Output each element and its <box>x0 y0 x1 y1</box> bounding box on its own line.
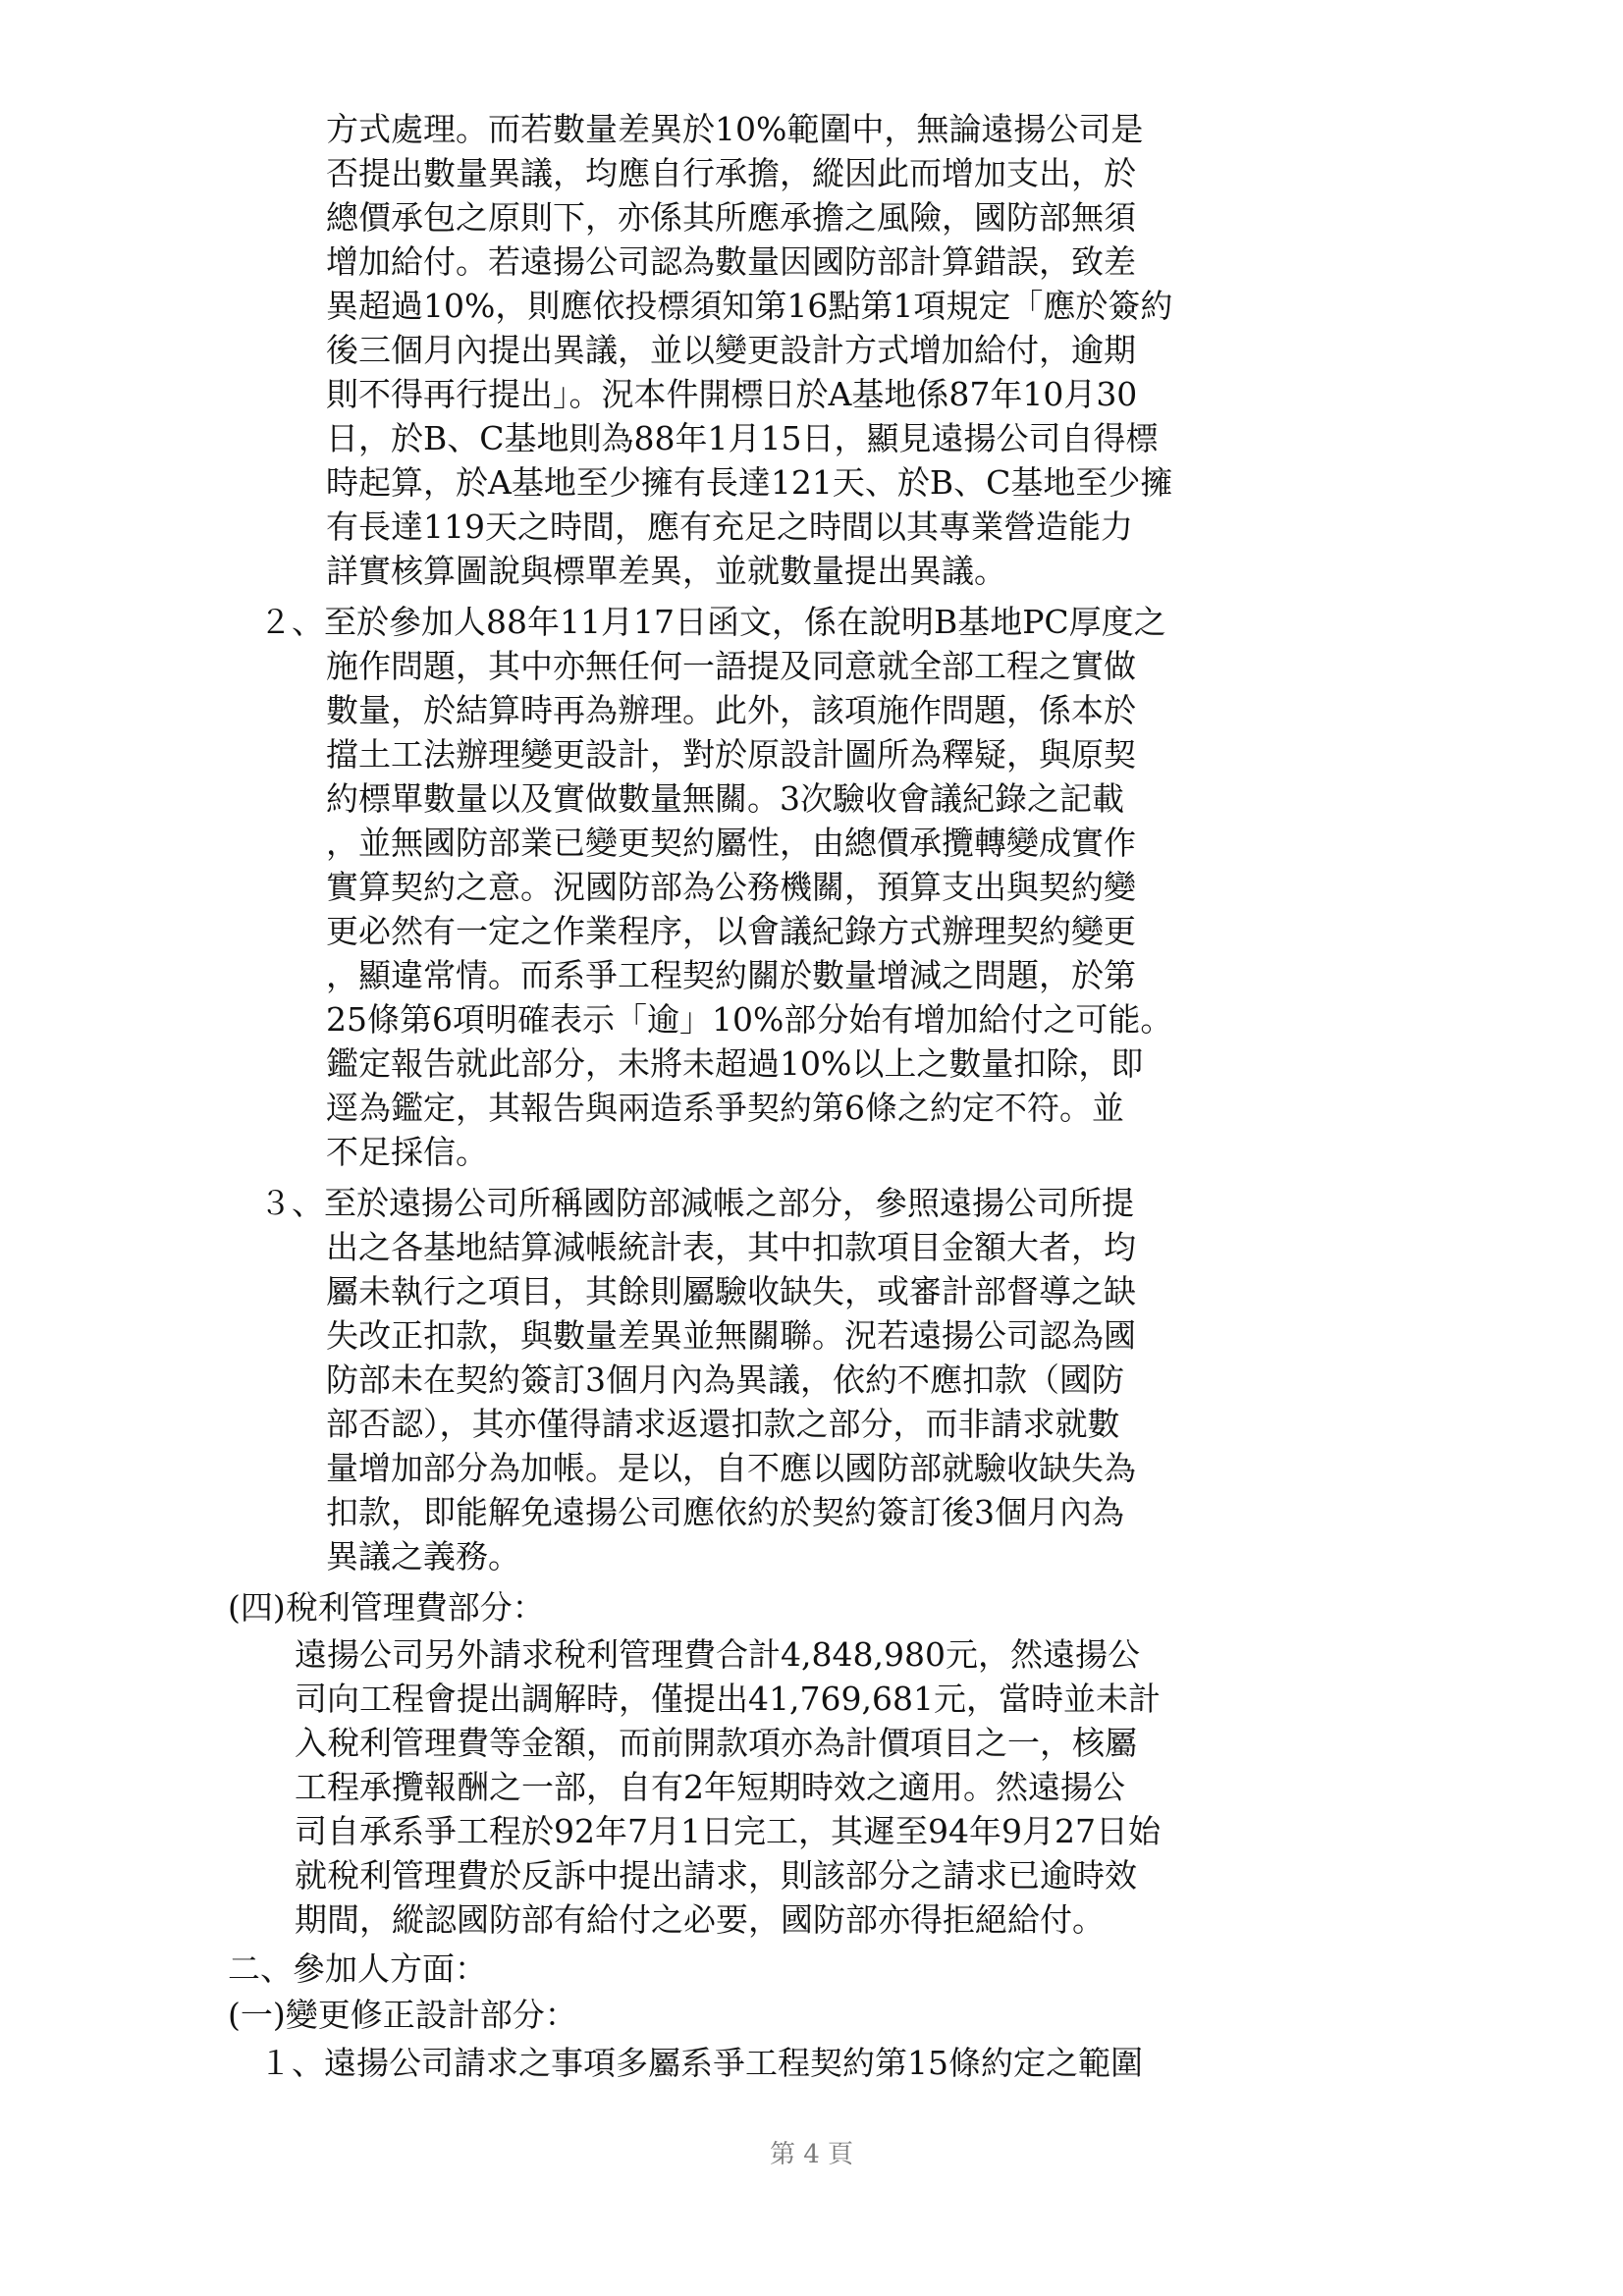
text-line: 司自承系爭工程於92年7月1日完工，其遲至94年9月27日始 <box>295 1812 1161 1850</box>
text-line: 逕為鑑定，其報告與兩造系爭契約第6條之約定不符。並 <box>326 1089 1124 1127</box>
text-line: 時起算，於A基地至少擁有長達121天、於B、C基地至少擁 <box>326 463 1173 502</box>
text-line: 有長達119天之時間，應有充足之時間以其專業營造能力 <box>326 507 1133 546</box>
text-line: 不足採信。 <box>326 1133 488 1171</box>
text-line: 後三個月內提出異議，並以變更設計方式增加給付，逾期 <box>326 331 1136 369</box>
text-line: 實算契約之意。況國防部為公務機關，預算支出與契約變 <box>326 868 1136 906</box>
section-heading: (四)稅利管理費部分： <box>228 1588 545 1627</box>
text-line: 入稅利管理費等金額，而前開款項亦為計價項目之一，核屬 <box>295 1724 1137 1762</box>
list-item-heading: ３、至於遠揚公司所稱國防部減帳之部分，參照遠揚公司所提 <box>259 1184 1134 1222</box>
text-line: ，並無國防部業已變更契約屬性，由總價承攬轉變成實作 <box>326 824 1136 862</box>
text-line: 總價承包之原則下，亦係其所應承擔之風險，國防部無須 <box>326 198 1136 237</box>
page-number: 第 4 頁 <box>769 2140 854 2169</box>
text-line: 25條第6項明確表示「逾」10%部分始有增加給付之可能。 <box>326 1000 1173 1039</box>
text-line: 就稅利管理費於反訴中提出請求，則該部分之請求已逾時效 <box>295 1856 1137 1895</box>
text-line: 約標單數量以及實做數量無關。3次驗收會議紀錄之記載 <box>326 779 1124 818</box>
section-heading: 二、參加人方面： <box>228 1949 487 1988</box>
text-line: 則不得再行提出」。況本件開標日於A基地係87年10月30 <box>326 375 1138 413</box>
text-line: 擋土工法辦理變更設計，對於原設計圖所為釋疑，與原契 <box>326 735 1136 774</box>
text-line: 工程承攬報酬之一部，自有2年短期時效之適用。然遠揚公 <box>295 1768 1125 1806</box>
text-line: 司向工程會提出調解時，僅提出41,769,681元，當時並未計 <box>295 1680 1161 1718</box>
text-line: 方式處理。而若數量差異於10%範圍中，無論遠揚公司是 <box>326 110 1144 148</box>
text-line: 詳實核算圖說與標單差異，並就數量提出異議。 <box>326 552 1006 590</box>
text-line: 更必然有一定之作業程序，以會議紀錄方式辦理契約變更 <box>326 912 1136 950</box>
list-item-heading: １、遠揚公司請求之事項多屬系爭工程契約第15條約定之範圍 <box>259 2044 1143 2082</box>
text-line: 量增加部分為加帳。是以，自不應以國防部就驗收缺失為 <box>326 1449 1136 1487</box>
list-item-heading: ２、至於參加人88年11月17日函文，係在說明B基地PC厚度之 <box>259 603 1166 641</box>
section-heading: (一)變更修正設計部分： <box>228 1996 577 2034</box>
text-line: 鑑定報告就此部分，未將未超過10%以上之數量扣除，即 <box>326 1044 1144 1083</box>
text-line: 增加給付。若遠揚公司認為數量因國防部計算錯誤，致差 <box>326 242 1136 281</box>
text-line: 扣款，即能解免遠揚公司應依約於契約簽訂後3個月內為 <box>326 1493 1124 1531</box>
text-line: ，顯違常情。而系爭工程契約關於數量增減之問題，於第 <box>326 956 1136 994</box>
text-line: 失改正扣款，與數量差異並無關聯。況若遠揚公司認為國 <box>326 1316 1136 1355</box>
text-line: 出之各基地結算減帳統計表，其中扣款項目金額大者，均 <box>326 1228 1136 1266</box>
text-line: 防部未在契約簽訂3個月內為異議，依約不應扣款（國防 <box>326 1361 1124 1399</box>
text-line: 否提出數量異議，均應自行承擔，縱因此而增加支出，於 <box>326 154 1136 192</box>
text-line: 數量，於結算時再為辦理。此外，該項施作問題，係本於 <box>326 691 1136 729</box>
text-line: 日，於B、C基地則為88年1月15日，顯見遠揚公司自得標 <box>326 419 1159 457</box>
text-line: 期間，縱認國防部有給付之必要，國防部亦得拒絕給付。 <box>295 1900 1105 1939</box>
text-line: 異議之義務。 <box>326 1537 520 1575</box>
text-line: 遠揚公司另外請求稅利管理費合計4,848,980元，然遠揚公 <box>295 1635 1140 1674</box>
text-line: 異超過10%，則應依投標須知第16點第1項規定「應於簽約 <box>326 287 1173 325</box>
text-line: 部否認），其亦僅得請求返還扣款之部分，而非請求就數 <box>326 1405 1120 1443</box>
text-line: 屬未執行之項目，其餘則屬驗收缺失，或審計部督導之缺 <box>326 1272 1136 1310</box>
text-line: 施作問題，其中亦無任何一語提及同意就全部工程之實做 <box>326 647 1136 685</box>
